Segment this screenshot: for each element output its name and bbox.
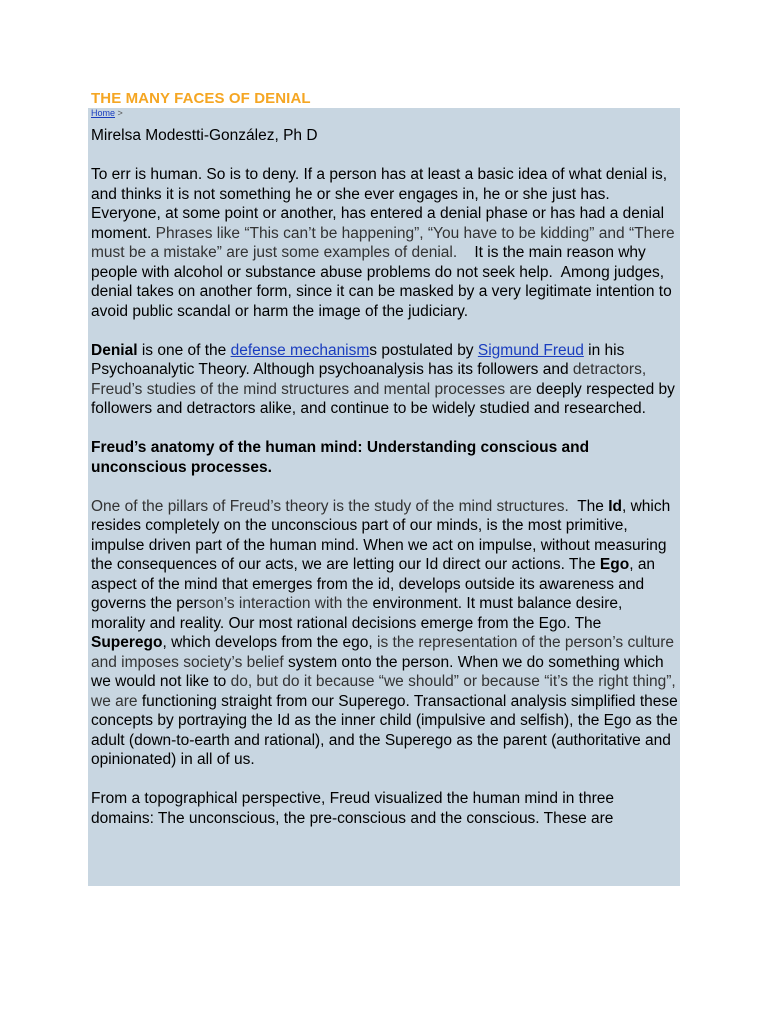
anatomy-text-h: is the representation of the person’s culture and imposes society’s belief — [91, 634, 675, 671]
anatomy-text-j: do, but do it because “we should” or because “it’s the right thing”, we are — [91, 673, 676, 710]
superego-term: Superego — [91, 634, 163, 651]
anatomy-text-i: system onto the person. When we do something which we would not like to — [91, 653, 664, 690]
anatomy-text-f: environment. It must balance desire, morality and reality. Our most rational decisions emerge from the Ego. The — [91, 595, 623, 632]
denial-text-c: in his Psychoanalytic Theory. Although psychoanalysis has its followers and — [91, 341, 625, 378]
author-line: Mirelsa Modestti-González, Ph D — [91, 127, 318, 144]
paragraph-anatomy — [91, 497, 679, 770]
section-heading: Freud’s anatomy of the human mind: Understanding conscious and unconscious processes. — [91, 439, 590, 476]
spacer — [91, 770, 679, 790]
intro-text-c: It is the main reason why people with alcohol or substance abuse problems do not seek help. Among judges, denial takes on another form, since it can be masked by a very legitimate intention to avoid public scandal or harm the image of the judiciary. — [91, 244, 677, 320]
anatomy-text-e: son’s interaction with the — [198, 595, 369, 612]
anatomy-text-c: , which resides completely on the unconscious part of our minds, is the most primitive, impulse driven part of the human mind. When we act on impulse, without measuring the consequences of our acts, we are letting our Id direct our actions. The — [91, 497, 671, 573]
defense-mechanism-link[interactable]: defense mechanism — [230, 341, 370, 359]
spacer — [91, 419, 679, 439]
anatomy-text-d: , an aspect of the mind that emerges from the id, develops outside its awareness and governs the per — [91, 556, 656, 612]
spacer — [91, 321, 679, 341]
ego-term: Ego — [599, 556, 630, 573]
denial-text-d: detractors, Freud’s studies of the mind structures and mental processes are — [91, 361, 647, 398]
intro-text-b: Phrases like “This can’t be happening”, “You have to be kidding” and “There must be a mistake” are just some examples of denial. — [91, 224, 675, 261]
id-term: Id — [608, 497, 622, 515]
denial-term: Denial — [91, 341, 138, 359]
paragraph-intro — [91, 165, 679, 321]
breadcrumb — [91, 108, 123, 119]
sigmund-freud-link[interactable]: Sigmund Freud — [477, 341, 584, 359]
denial-text-a: is one of the — [137, 341, 231, 359]
article-body — [91, 126, 679, 828]
breadcrumb-separator: > — [117, 108, 123, 118]
denial-text-b: s postulated by — [369, 341, 478, 359]
anatomy-text-g: , which develops from the ego, — [162, 634, 378, 651]
spacer — [91, 477, 679, 497]
paragraph-topographical: From a topographical perspective, Freud visualized the human mind in three domains: The unconscious, the pre-conscious and the conscious. These are — [91, 790, 614, 827]
anatomy-text-b: The — [568, 497, 609, 515]
anatomy-text-a: One of the pillars of Freud’s theory is the study of the mind structures. — [91, 497, 569, 515]
page-title: THE MANY FACES OF DENIAL — [91, 90, 311, 107]
breadcrumb-home-link[interactable]: Home — [91, 108, 116, 118]
intro-text-a: To err is human. So is to deny. If a person has at least a basic idea of what denial is, and thinks it is not something he or she ever engages in, he or she just has. Everyone, at some point or another, has entered a denial phase or has had a denial moment. — [91, 166, 668, 242]
anatomy-text-k: functioning straight from our Superego. Transactional analysis simplified these concepts by portraying the Id as the inner child (impulsive and selfish), the Ego as the adult (down-to-earth and rational), and the Superego as the parent (authoritative and opinionated) in all of us. — [91, 692, 678, 768]
denial-text-e: deeply respected by followers and detractors alike, and continue to be widely studied and researched. — [91, 380, 675, 417]
paragraph-denial — [91, 341, 679, 419]
